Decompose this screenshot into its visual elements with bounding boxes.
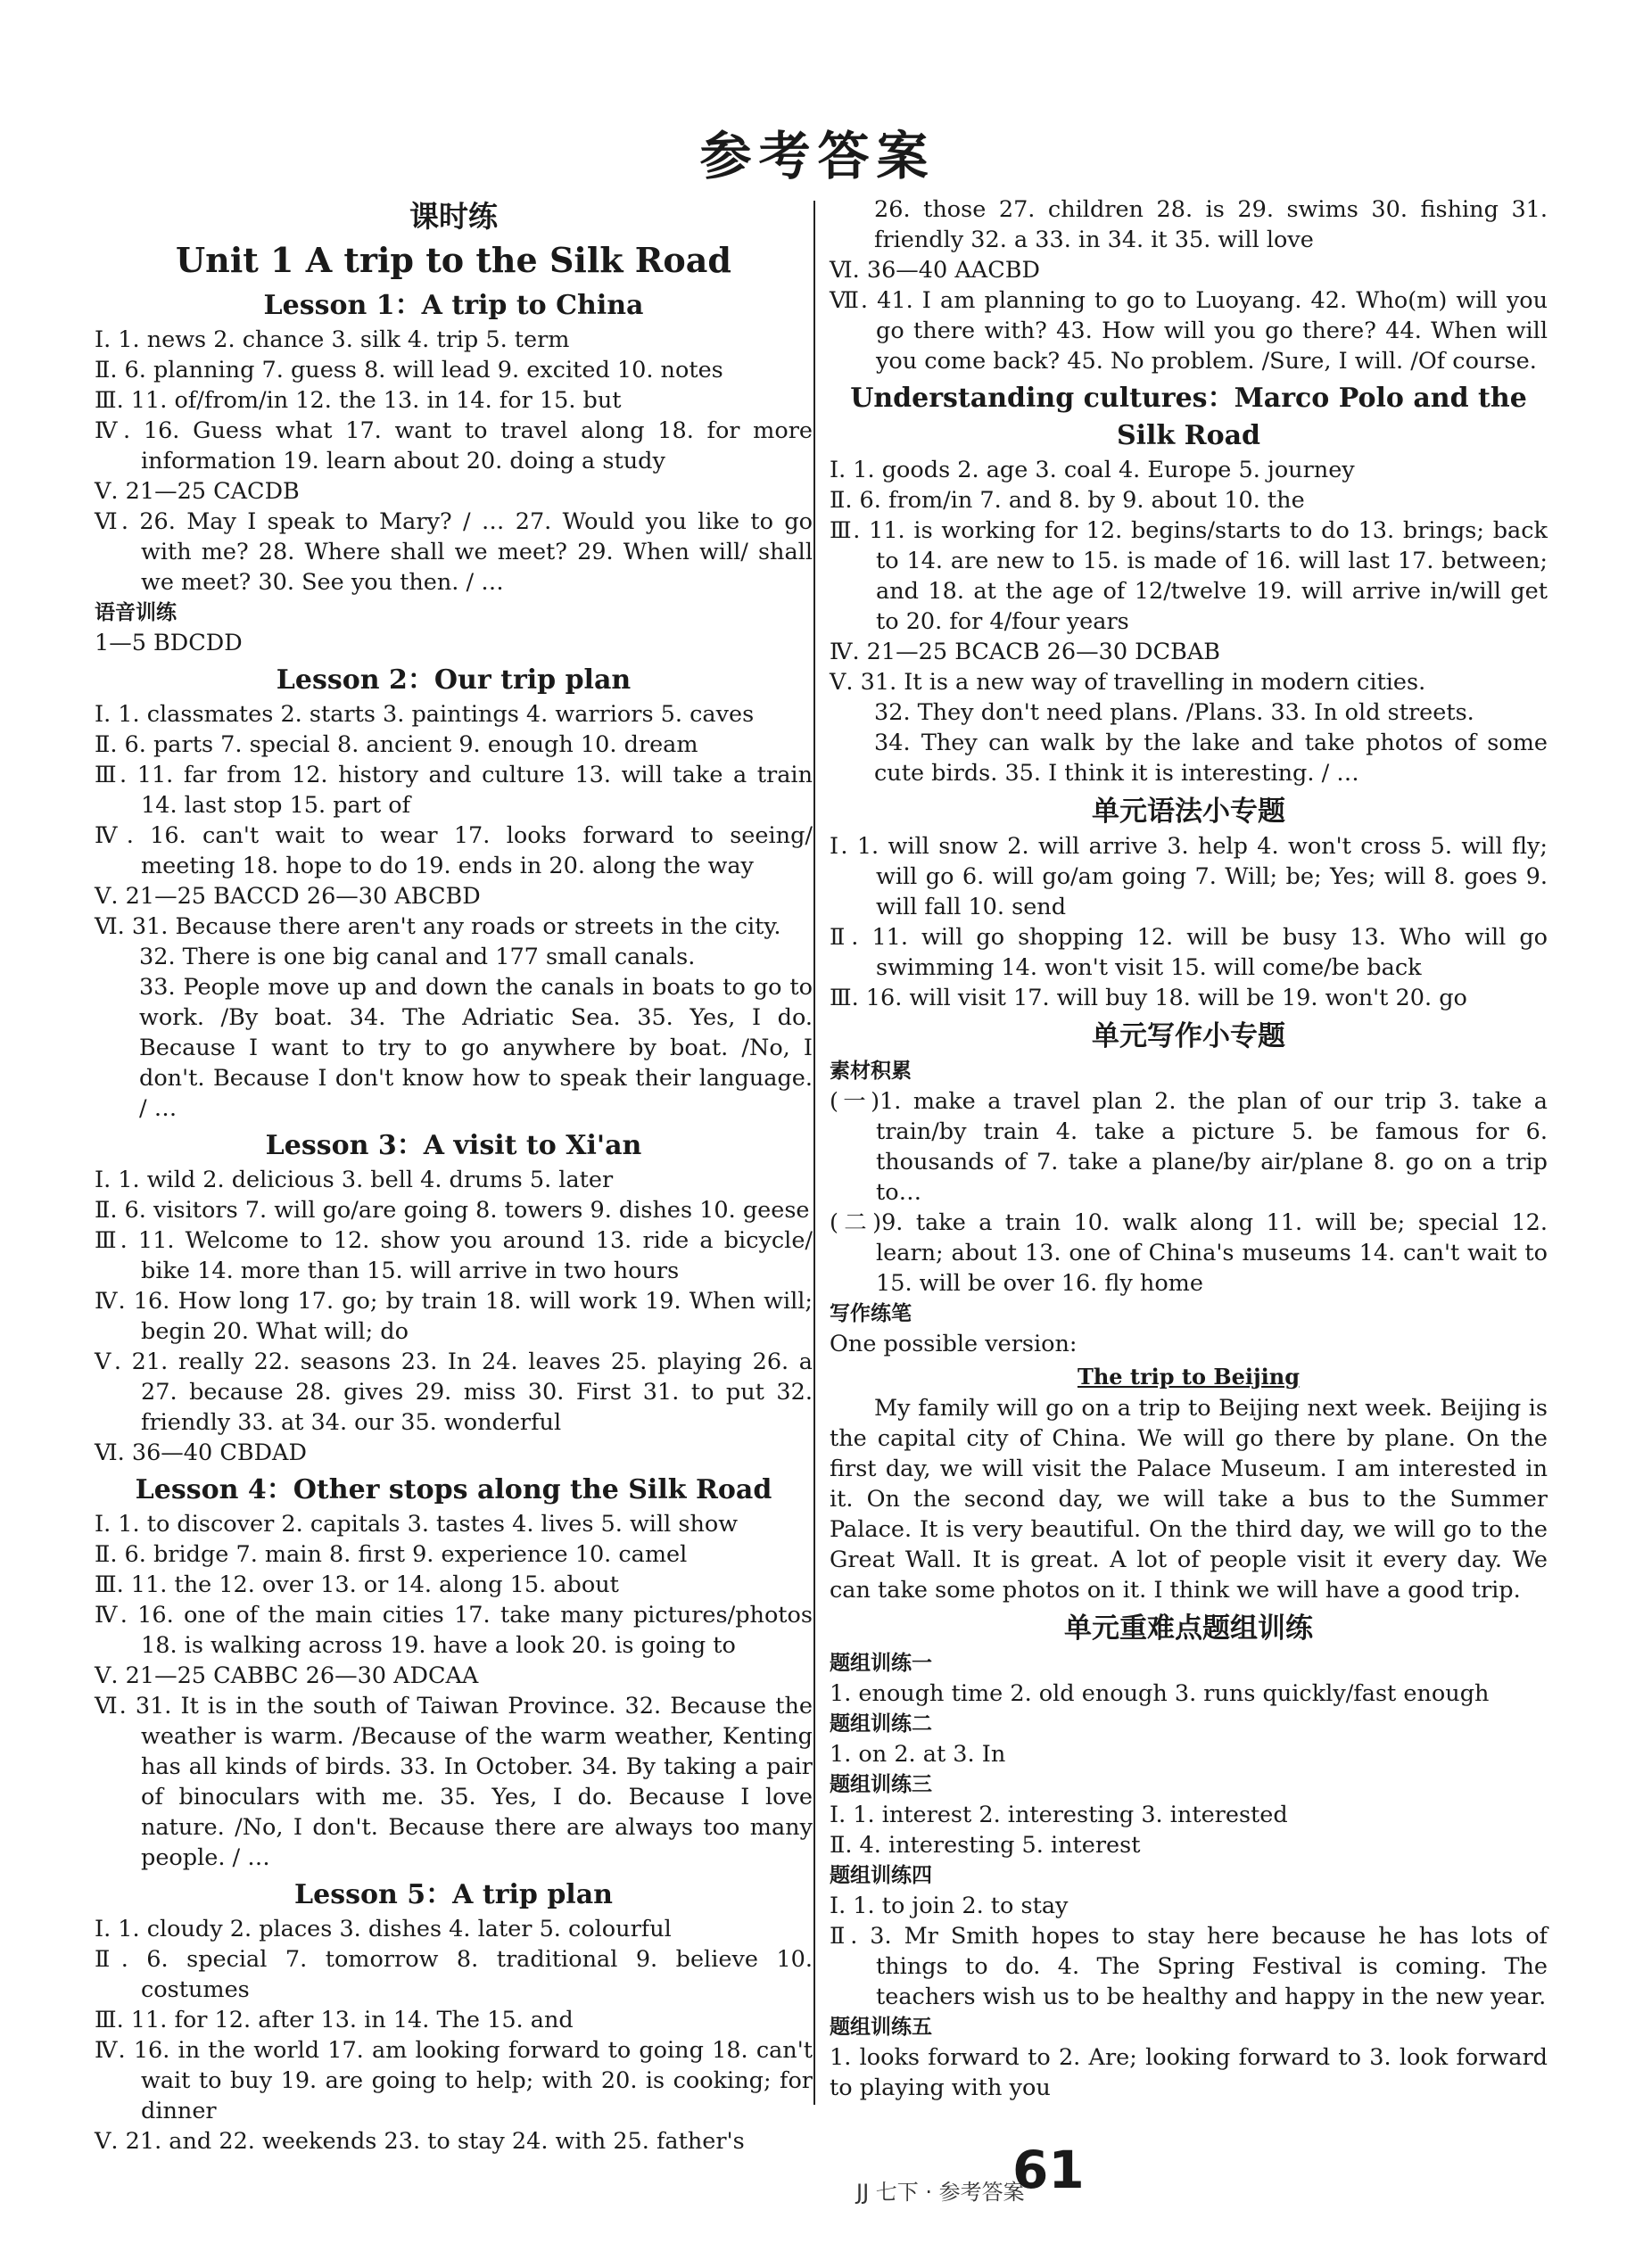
section-title: 课时练 xyxy=(409,199,498,234)
phonics-answer: 1—5 BDCDD xyxy=(95,630,243,656)
answer-line: (一)1. make a travel plan 2. the plan of our trip 3. take a train/by train 4. take a picture 5. be famous for 6. thousands of 7. take a plane/by air/plane 8. go on a trip to… xyxy=(830,1088,1548,1206)
answer-line: Ⅵ. 31. It is in the south of Taiwan Province. 32. Because the weather is warm. /Because of the warm weather, Kenting has all kinds of birds. 33. In October. 34. By taking a pair of binoculars with me. 35. Yes, I do. Because I love nature. /No, I don't. Because there are always too many people. / … xyxy=(95,1693,813,1871)
group-label: 题组训练五 xyxy=(830,2016,932,2039)
answer-line: 34. They can walk by the lake and take photos of some cute birds. 35. I think it is interesting. / … xyxy=(874,730,1548,787)
lesson-4-title: Lesson 4：Other stops along the Silk Road xyxy=(135,1474,772,1505)
answer-line: Ⅴ. 21—25 CABBC 26—30 ADCAA xyxy=(95,1662,479,1689)
answer-line: Ⅰ. 1. cloudy 2. places 3. dishes 4. later 5. colourful xyxy=(95,1916,672,1942)
answer-line: Ⅲ. 11. of/from/in 12. the 13. in 14. for 15. but xyxy=(95,387,622,414)
answer-line: Ⅵ. 36—40 CBDAD xyxy=(95,1439,307,1466)
answer-line: Ⅱ. 6. visitors 7. will go/are going 8. towers 9. dishes 10. geese xyxy=(95,1197,810,1224)
answer-line: Ⅲ. 11. for 12. after 13. in 14. The 15. and xyxy=(95,2007,574,2033)
answer-line: 32. There is one big canal and 177 small canals. xyxy=(139,944,696,970)
answer-line: Ⅲ. 11. is working for 12. begins/starts to do 13. brings; back to 14. are new to 15. is made of 16. will last 17. between; and 18. at the age of 12/twelve 19. will arrive in/will get to 20. for 4/four years xyxy=(830,517,1548,635)
group-label: 题组训练二 xyxy=(830,1712,932,1736)
answer-line: Ⅲ. 11. the 12. over 13. or 14. along 15. about xyxy=(95,1571,619,1598)
answer-line: Ⅰ. 1. classmates 2. starts 3. paintings 4. warriors 5. caves xyxy=(95,701,755,728)
answer-line: Ⅵ. 31. Because there aren't any roads or streets in the city. xyxy=(95,913,781,940)
left-column xyxy=(95,194,813,2157)
answer-line: Ⅰ. 1. will snow 2. will arrive 3. help 4. won't cross 5. will fly; will go 6. will go/am going 7. Will; be; Yes; will 8. goes 9. will fall 10. send xyxy=(830,833,1548,920)
answer-line: Ⅱ. 6. planning 7. guess 8. will lead 9. excited 10. notes xyxy=(95,357,723,383)
answer-line: Ⅳ. 16. can't wait to wear 17. looks forward to seeing/ meeting 18. hope to do 19. ends in 20. along the way xyxy=(95,822,813,879)
answer-line: Ⅳ. 21—25 BCACB 26—30 DCBAB xyxy=(830,639,1221,665)
answer-line: Ⅲ. 11. Welcome to 12. show you around 13. ride a bicycle/ bike 14. more than 15. will arrive in two hours xyxy=(95,1227,813,1284)
answer-line: Ⅱ. 3. Mr Smith hopes to stay here because he has lots of things to do. 4. The Spring Festival is coming. The teachers wish us to be healthy and happy in the new year. xyxy=(830,1923,1548,2010)
essay-title: The trip to Beijing xyxy=(1077,1364,1301,1390)
group-label: 题组训练三 xyxy=(830,1773,932,1796)
answer-line: Ⅴ. 21—25 CACDB xyxy=(95,478,300,505)
answer-line: Ⅱ. 4. interesting 5. interest xyxy=(830,1832,1141,1859)
page-number: 61 xyxy=(1012,2140,1085,2200)
page-title: 参考答案 xyxy=(699,126,936,186)
answer-line: Ⅱ. 6. from/in 7. and 8. by 9. about 10. the xyxy=(830,487,1305,514)
answer-line: Ⅳ. 16. Guess what 17. want to travel along 18. for more information 19. learn about 20. doing a study xyxy=(95,417,813,474)
right-column xyxy=(830,194,1548,2103)
answer-line: Ⅰ. 1. to discover 2. capitals 3. tastes 4. lives 5. will show xyxy=(95,1511,739,1538)
group-label: 题组训练一 xyxy=(830,1652,932,1675)
writing-title: 单元写作小专题 xyxy=(1092,1020,1285,1052)
answer-line: Ⅱ. 6. parts 7. special 8. ancient 9. enough 10. dream xyxy=(95,731,698,758)
lesson-5-title: Lesson 5：A trip plan xyxy=(294,1879,613,1910)
answer-line: 1. looks forward to 2. Are; looking forward to 3. look forward to playing with you xyxy=(830,2044,1548,2101)
footer-label: JJ 七下 · 参考答案 xyxy=(856,2180,1025,2205)
material-label: 素材积累 xyxy=(830,1060,912,1083)
answer-line: Ⅰ. 1. interest 2. interesting 3. interested xyxy=(830,1802,1288,1828)
answer-line: Ⅱ. 11. will go shopping 12. will be busy 13. Who will go swimming 14. won't visit 15. will come/be back xyxy=(830,924,1548,981)
answer-line: 26. those 27. children 28. is 29. swims 30. fishing 31. friendly 32. a 33. in 34. it 35. will love xyxy=(874,196,1548,253)
answer-line: Ⅳ. 16. How long 17. go; by train 18. will work 19. When will; begin 20. What will; do xyxy=(95,1288,813,1345)
answer-line: Ⅰ. 1. to join 2. to stay xyxy=(830,1893,1069,1919)
answer-line: Ⅲ. 16. will visit 17. will buy 18. will be 19. won't 20. go xyxy=(830,985,1467,1011)
answer-line: 1. enough time 2. old enough 3. runs quickly/fast enough xyxy=(830,1680,1490,1707)
grammar-title: 单元语法小专题 xyxy=(1092,796,1285,828)
column-divider xyxy=(813,201,815,2105)
answer-line: 1. on 2. at 3. In xyxy=(830,1741,1006,1768)
answer-line: (二)9. take a train 10. walk along 11. will be; special 12. learn; about 13. one of China's museums 14. can't wait to 15. will be over 16. fly home xyxy=(830,1209,1548,1297)
answer-line: Ⅴ. 21. really 22. seasons 23. In 24. leaves 25. playing 26. a 27. because 28. gives 29. miss 30. First 31. to put 32. friendly 33. at 34. our 35. wonderful xyxy=(95,1348,813,1436)
answer-line: Ⅰ. 1. wild 2. delicious 3. bell 4. drums 5. later xyxy=(95,1167,614,1193)
drills-title: 单元重难点题组训练 xyxy=(1064,1612,1313,1645)
lesson-3-title: Lesson 3：A visit to Xi'an xyxy=(265,1130,642,1161)
answer-line: Ⅰ. 1. goods 2. age 3. coal 4. Europe 5. journey xyxy=(830,457,1355,483)
answer-line: 32. They don't need plans. /Plans. 33. In old streets. xyxy=(874,699,1474,726)
answer-line: Ⅶ. 41. I am planning to go to Luoyang. 42. Who(m) will you go there with? 43. How will you go there? 44. When will you come back? 45. No problem. /Sure, I will. /Of course. xyxy=(830,287,1548,375)
answer-line: Ⅳ. 16. one of the main cities 17. take many pictures/photos 18. is walking across 19. have a look 20. is going to xyxy=(95,1602,813,1659)
lesson-2-title: Lesson 2：Our trip plan xyxy=(276,664,632,696)
answer-line: Ⅳ. 16. in the world 17. am looking forward to going 18. can't wait to buy 19. are going to help; with 20. is cooking; for dinner xyxy=(95,2037,813,2124)
answer-line: Ⅵ. 36—40 AACBD xyxy=(830,257,1040,284)
unit-title: Unit 1 A trip to the Silk Road xyxy=(176,240,731,280)
lesson-1-title: Lesson 1：A trip to China xyxy=(263,290,644,321)
answer-line: Ⅴ. 31. It is a new way of travelling in modern cities. xyxy=(830,669,1426,696)
answer-line: Ⅴ. 21. and 22. weekends 23. to stay 24. with 25. father's xyxy=(95,2128,745,2155)
group-label: 题组训练四 xyxy=(830,1864,932,1887)
answer-line: Ⅱ. 6. bridge 7. main 8. first 9. experience 10. camel xyxy=(95,1541,688,1568)
answer-line: Ⅴ. 21—25 BACCD 26—30 ABCBD xyxy=(95,883,481,910)
answer-line: Ⅲ. 11. far from 12. history and culture 13. will take a train 14. last stop 15. part of xyxy=(95,762,813,819)
phonics-label: 语音训练 xyxy=(95,601,177,624)
answer-line: 33. People move up and down the canals in boats to go to work. /By boat. 34. The Adriatic Sea. 35. Yes, I do. Because I want to try to go anywhere by boat. /No, I don't. Because I don't know how to speak their language. / … xyxy=(139,974,813,1122)
answer-line: Ⅵ. 26. May I speak to Mary? / … 27. Would you like to go with me? 28. Where shall we meet? 29. When will/ shall we meet? 30. See you then. / … xyxy=(95,508,813,596)
answer-line: Ⅱ. 6. special 7. tomorrow 8. traditional 9. believe 10. costumes xyxy=(95,1946,813,2003)
essay-body: My family will go on a trip to Beijing next week. Beijing is the capital city of China. We will go there by plane. On the first day, we will visit the Palace Museum. I am interested in it. On the second day, we will take a bus to the Summer Palace. It is very beautiful. On the third day, we will go to the Great Wall. It is great. A lot of people visit it every day. We can take some photos on it. I think we will have a good trip. xyxy=(830,1395,1548,1604)
answer-line: Ⅰ. 1. news 2. chance 3. silk 4. trip 5. term xyxy=(95,326,570,353)
culture-title: Understanding cultures：Marco Polo and the Silk Road xyxy=(850,383,1527,451)
possible-version: One possible version: xyxy=(830,1331,1078,1357)
practice-label: 写作练笔 xyxy=(830,1302,912,1325)
